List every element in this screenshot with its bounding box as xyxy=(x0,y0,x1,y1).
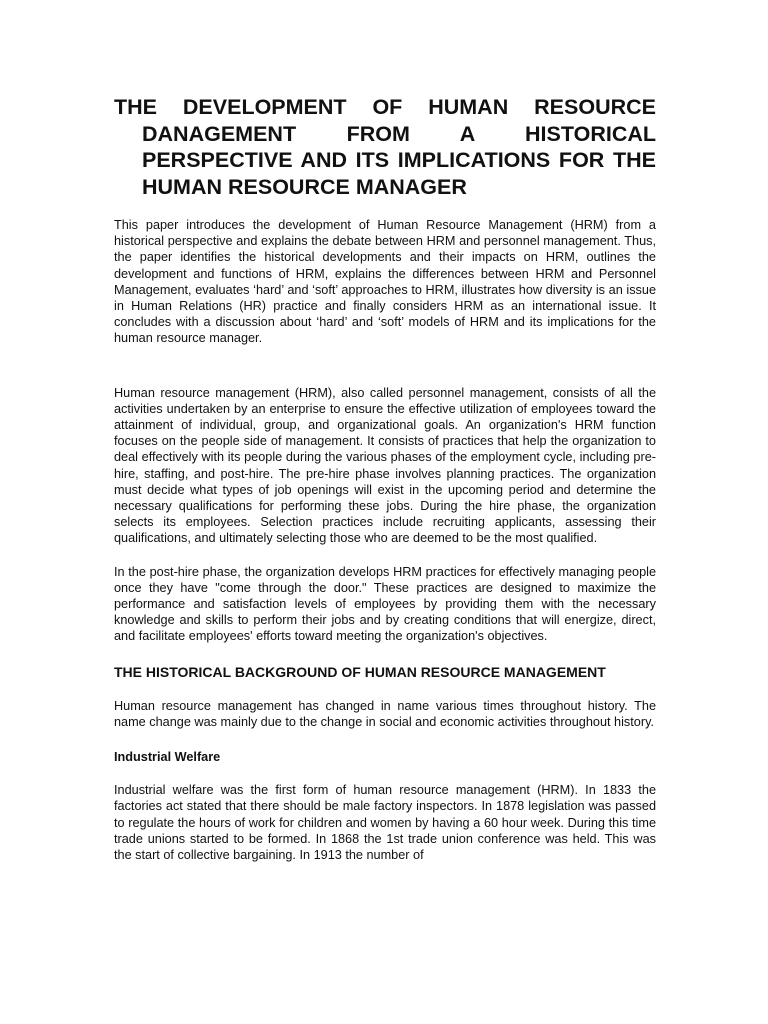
abstract-paragraph: This paper introduces the development of Human Resource Management (HRM) from a historical perspective and explains the debate between HRM and personnel management. Thus, the paper identifies the historical developments and their impacts on HRM, outlines the development and functions of HRM, explains the differences between HRM and Personnel Management, evaluates ‘hard’ and ‘soft’ approaches to HRM, illustrates how diversity is an issue in Human Relations (HR) practice and finally considers HRM as an international issue. It concludes with a discussion about ‘hard’ and ‘soft’ models of HRM and its implications for the human resource manager. xyxy=(114,218,656,346)
document-title: THE DEVELOPMENT OF HUMAN RESOURCE DANAGEMENT FROM A HISTORICAL PERSPECTIVE AND ITS IMPLICATIONS FOR THE HUMAN RESOURCE MANAGER xyxy=(114,95,656,199)
body-paragraph-industrial-welfare: Industrial welfare was the first form of human resource management (HRM). In 1833 the factories act stated that there should be male factory inspectors. In 1878 legislation was passed to regulate the hours of work for children and women by having a 60 hour week. During this time trade unions started to be formed. In 1868 the 1st trade union conference was held. This was the start of collective bargaining. In 1913 the number of xyxy=(114,783,656,863)
section-heading-historical-background: THE HISTORICAL BACKGROUND OF HUMAN RESOURCE MANAGEMENT xyxy=(114,663,606,680)
subheading-industrial-welfare: Industrial Welfare xyxy=(114,750,221,765)
body-paragraph-hrm-definition: Human resource management (HRM), also called personnel management, consists of all the activities undertaken by an enterprise to ensure the effective utilization of employees toward the attainment of individual, group, and organizational goals. An organization's HRM function focuses on the people side of management. It consists of practices that help the organization to deal effectively with its people during the various phases of the employment cycle, including pre-hire, staffing, and post-hire. The pre-hire phase involves planning practices. The organization must decide what types of job openings will exist in the upcoming period and determine the necessary qualifications for performing these jobs. During the hire phase, the organization selects its employees. Selection practices include recruiting applicants, assessing their qualifications, and ultimately selecting those who are deemed to be the most qualified. xyxy=(114,385,656,546)
body-paragraph-post-hire: In the post-hire phase, the organization develops HRM practices for effectively managing people once they have "come through the door." These practices are designed to maximize the performance and satisfaction levels of employees by providing them with the necessary knowledge and skills to perform their jobs and by creating conditions that will energize, direct, and facilitate employees' efforts toward meeting the organization's objectives. xyxy=(114,564,656,644)
body-paragraph-name-change: Human resource management has changed in name various times throughout history. The name change was mainly due to the change in social and economic activities throughout history. xyxy=(114,698,656,729)
document-page xyxy=(114,94,656,863)
